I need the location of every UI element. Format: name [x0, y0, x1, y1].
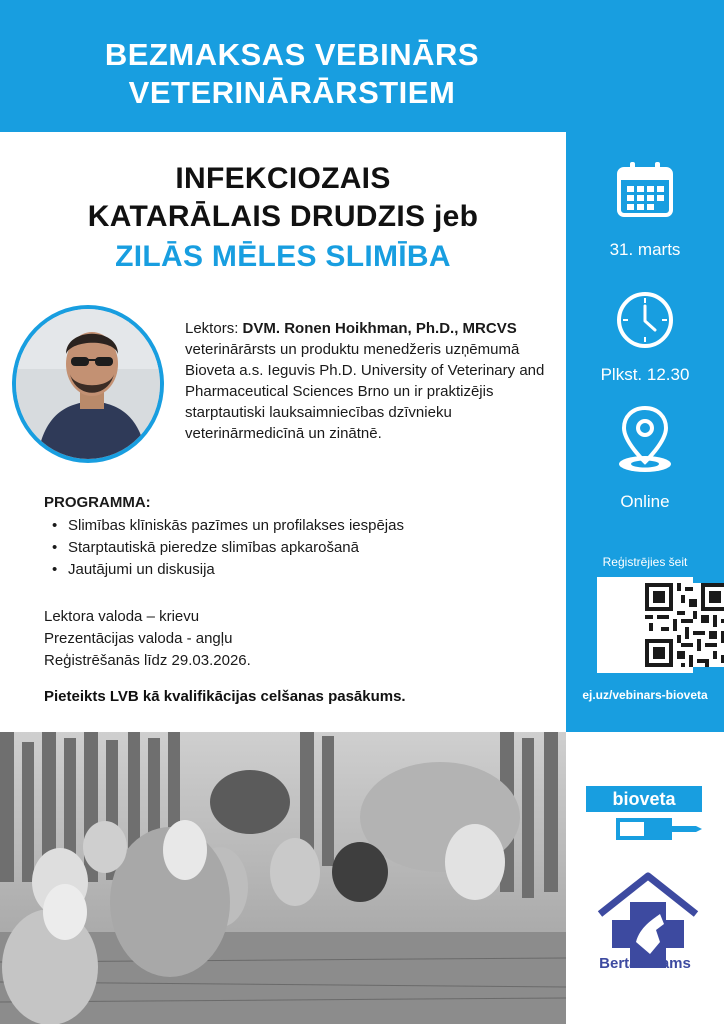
bioveta-logo-text: bioveta	[612, 789, 676, 809]
calendar-icon	[616, 160, 674, 218]
location-pin-icon	[614, 404, 676, 474]
registration-url[interactable]: ej.uz/vebinars-bioveta	[582, 688, 708, 702]
program-heading: PROGRAMMA:	[44, 494, 151, 511]
lecturer-bio	[185, 318, 555, 444]
register-label: Reģistrējies šeit	[602, 555, 688, 569]
title-line-3: ZILĀS MĒLES SLIMĪBA	[115, 240, 451, 273]
lecturer-photo	[12, 305, 164, 463]
title-line-1: INFEKCIOZAIS	[175, 162, 391, 195]
program-section	[44, 494, 544, 581]
event-info	[44, 606, 251, 672]
presentation-language: Prezentācijas valoda - angļu	[44, 630, 233, 647]
bertas-nams-label: Bertas Nams	[599, 955, 691, 972]
sidebar	[566, 132, 724, 732]
program-item: • Slimības klīniskās pazīmes un profilakses iespējas	[44, 515, 544, 537]
program-list	[44, 515, 544, 581]
header-title	[0, 36, 724, 112]
qualification-note: Pieteikts LVB kā kvalifikācijas celšanas pasākums.	[44, 688, 406, 705]
program-item: • Starptautiskā pieredze slimības apkarošanā	[44, 537, 544, 559]
bioveta-logo	[586, 786, 702, 846]
lecturer-name: DVM. Ronen Hoikhman, Ph.D., MRCVS	[242, 320, 517, 337]
event-location: Online	[620, 492, 670, 511]
sheep-photo	[0, 732, 566, 1024]
program-item: • Jautājumi un diskusija	[44, 559, 544, 581]
header-line-1: BEZMAKSAS VEBINĀRS	[104, 37, 480, 72]
clock-icon	[615, 290, 675, 350]
event-time: Plkst. 12.30	[600, 365, 690, 384]
header-banner	[0, 0, 724, 132]
title-line-2: KATARĀLAIS DRUDZIS jeb	[87, 200, 479, 233]
lecturer-prefix: Lektors:	[185, 320, 243, 337]
qr-code[interactable]	[597, 577, 693, 673]
registration-deadline: Reģistrēšanās līdz 29.03.2026.	[44, 652, 251, 669]
lecturer-description: veterinārārsts un produktu menedžeris uzņēmumā Bioveta a.s. Ieguvis Ph.D. University of Veterinary and Pharmaceutical Sciences Brno un ir praktizējis starptautiski lauksaimniecības dzīvnieku veterinārmedicīnā un zinātnē.	[185, 341, 545, 442]
event-date: 31. marts	[609, 240, 681, 259]
lecturer-language: Lektora valoda – krievu	[44, 608, 200, 625]
header-line-2: VETERINĀRĀRSTIEM	[128, 75, 456, 110]
